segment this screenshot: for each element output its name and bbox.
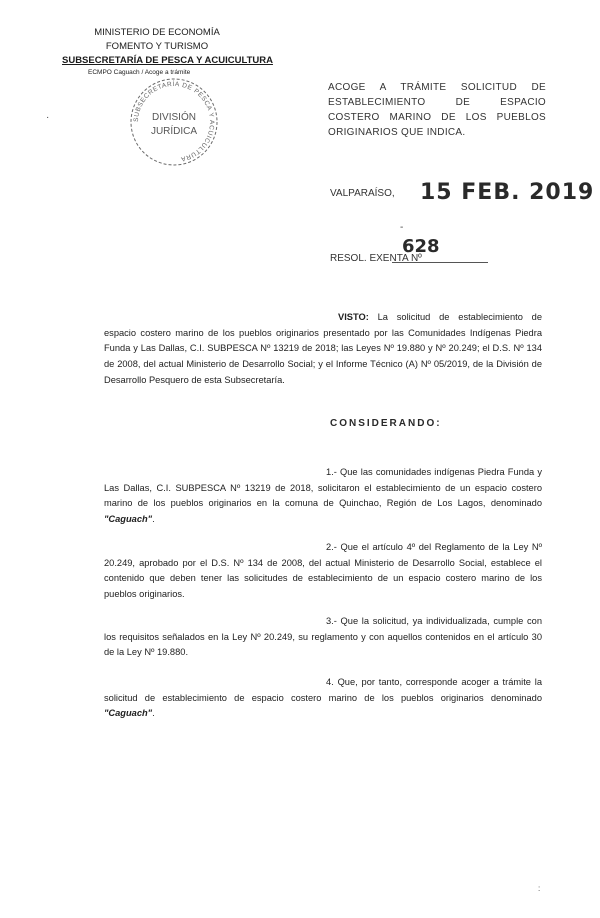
considerando-heading: CONSIDERANDO:: [330, 418, 442, 429]
considerando-3-text: Que la solicitud, ya individualizada, cumple con los requisitos señalados en la Ley Nº 20.249, su reglamento y con aquellos contenidos en el artículo 30 de la Ley Nº 19.880.: [104, 616, 542, 658]
small-mark: -: [400, 222, 404, 233]
resolution-number: 628: [402, 236, 440, 257]
considerando-2-text: Que el artículo 4º del Reglamento de la Ley Nº 20.249, aprobado por el D.S. Nº 134 de 2008, del actual Ministerio de Desarrollo Social, establece el contenido que deben tener las solicitudes de establecimiento de un espacio costero marino de los pueblos originarios.: [104, 542, 542, 600]
considerando-2: [104, 540, 542, 603]
stray-mark: ·: [46, 112, 50, 123]
considerando-4: [104, 675, 542, 722]
resolution-number-line: [392, 262, 488, 263]
letterhead: [62, 26, 273, 77]
considerando-1-number: 1.-: [326, 467, 337, 477]
file-reference: ECMPO Caguach / Acoge a trámite: [88, 69, 191, 76]
considerando-3: [104, 614, 542, 661]
visto-label: VISTO:: [338, 312, 369, 322]
visto-paragraph: [104, 310, 542, 389]
subsecretaria-line: SUBSECRETARÍA DE PESCA Y ACUICULTURA: [62, 55, 273, 66]
resolution-subject: ACOGE A TRÁMITE SOLICITUD DE ESTABLECIMIENTO DE ESPACIO COSTERO MARINO DE LOS PUEBLOS ORIGINARIOS QUE INDICA.: [328, 82, 546, 138]
considerando-1-text: Que las comunidades indígenas Piedra Funda y Las Dallas, C.I. SUBPESCA Nº 13219 de 2018, solicitaron el establecimiento de un espacio costero marino de los pueblos originarios en la comuna de Quinchao, Región de Los Lagos, denominado: [104, 467, 542, 509]
considerando-4-number: 4.: [326, 677, 334, 687]
considerando-2-number: 2.-: [326, 542, 337, 552]
place-label: VALPARAÍSO,: [330, 188, 395, 199]
ministry-line-2: FOMENTO Y TURISMO: [105, 41, 209, 52]
considerando-4-name: "Caguach": [104, 708, 153, 719]
seal-ring-text: SUBSECRETARÍA DE PESCA Y ACUICULTURA: [132, 80, 216, 163]
considerando-4-end: .: [152, 708, 155, 719]
division-juridica-seal: [128, 76, 220, 168]
seal-line-2: JURÍDICA: [150, 126, 198, 137]
visto-text: La solicitud de establecimiento de espacio costero marino de los pueblos originarios presentado por las Comunidades Indígenas Piedra Funda y Las Dallas, C.I. SUBPESCA Nº 13219 de 2018; las Leyes Nº 19.880 y Nº 20.249; el D.S. Nº 134 de 2008, del actual Ministerio de Desarrollo Social; y el Informe Técnico (A) Nº 05/2019, de la División de Desarrollo Pesquero de esta Subsecretaría.: [104, 312, 542, 385]
resolution-label: RESOL. EXENTA Nº: [330, 253, 422, 264]
page-mark: :: [538, 884, 541, 893]
seal-line-1: DIVISIÓN: [152, 112, 196, 123]
considerando-3-number: 3.-: [326, 616, 337, 626]
considerando-1-end: .: [152, 514, 155, 525]
ministry-line-1: MINISTERIO DE ECONOMÍA: [94, 27, 220, 38]
date-stamp: 15 FEB. 2019: [420, 180, 595, 205]
considerando-4-text: Que, por tanto, corresponde acoger a trámite la solicitud de establecimiento de espacio costero marino de los pueblos originarios denominado: [104, 677, 542, 703]
considerando-1-name: "Caguach": [104, 514, 153, 525]
considerando-1: [104, 465, 542, 528]
